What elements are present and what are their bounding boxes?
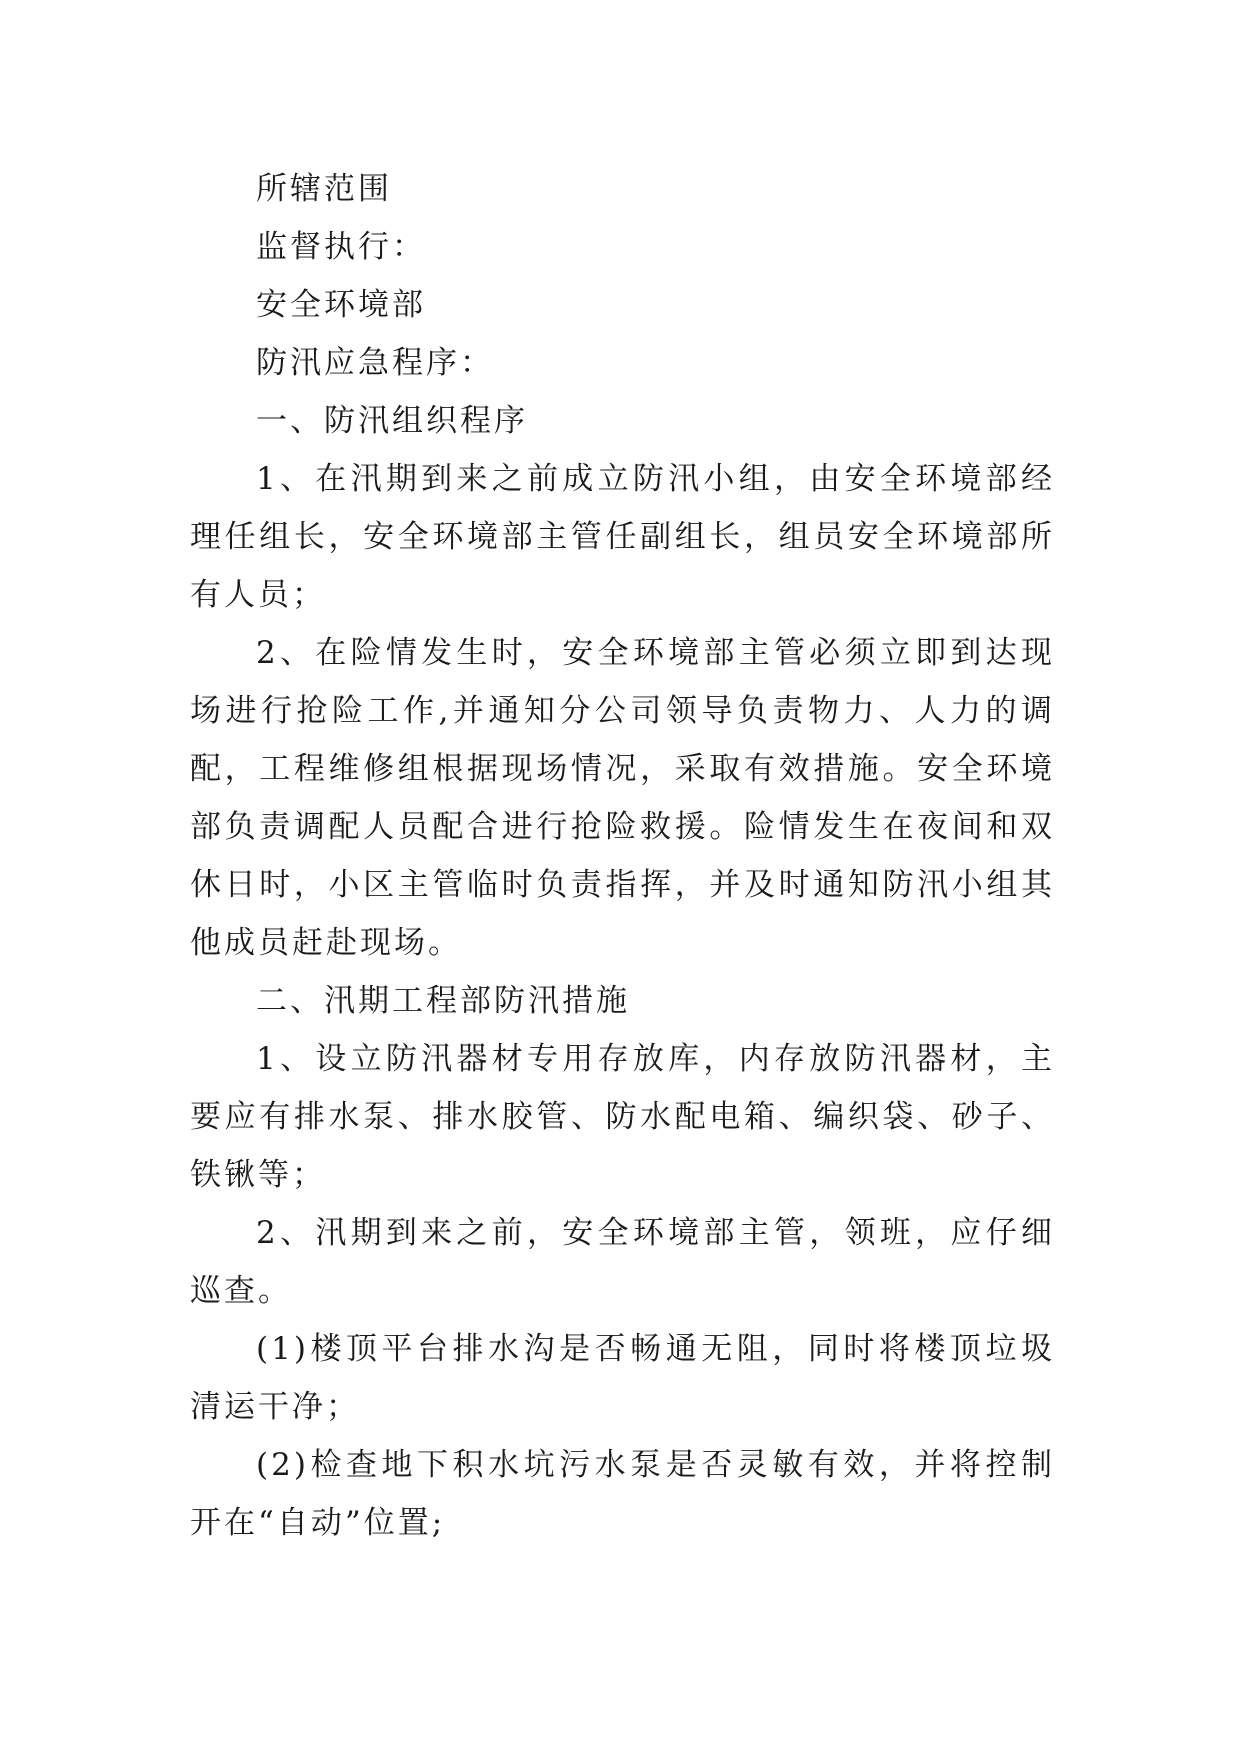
paragraph-supervision: 监督执行： [256, 229, 426, 265]
paragraph-procedure-title: 防汛应急程序： [256, 345, 494, 381]
paragraph-measure-2: 2、汛期到来之前，安全环境部主管，领班，应仔细巡查。 [190, 1215, 1055, 1309]
section-heading-measures: 二、汛期工程部防汛措施 [256, 983, 630, 1019]
paragraph-scope: 所辖范围 [256, 171, 392, 207]
document-body [190, 160, 1055, 1552]
paragraph-item-2: 2、在险情发生时，安全环境部主管必须立即到达现场进行抢险工作,并通知分公司领导负责物力、人力的调配，工程维修组根据现场情况，采取有效措施。安全环境部负责调配人员配合进行抢险救援。险情发生在夜间和双休日时，小区主管临时负责指挥，并及时通知防汛小组其他成员赶赴现场。 [190, 635, 1055, 961]
paragraph-check-1: (1)楼顶平台排水沟是否畅通无阻，同时将楼顶垃圾清运干净； [190, 1331, 1055, 1425]
section-heading-organization: 一、防汛组织程序 [256, 403, 528, 439]
paragraph-check-2: (2)检查地下积水坑污水泵是否灵敏有效，并将控制开在“自动”位置; [190, 1447, 1055, 1541]
paragraph-item-1: 1、在汛期到来之前成立防汛小组，由安全环境部经理任组长，安全环境部主管任副组长，组员安全环境部所有人员； [190, 461, 1055, 613]
paragraph-measure-1: 1、设立防汛器材专用存放库，内存放防汛器材，主要应有排水泵、排水胶管、防水配电箱、编织袋、砂子、铁锹等； [190, 1041, 1055, 1193]
paragraph-department: 安全环境部 [256, 287, 426, 323]
